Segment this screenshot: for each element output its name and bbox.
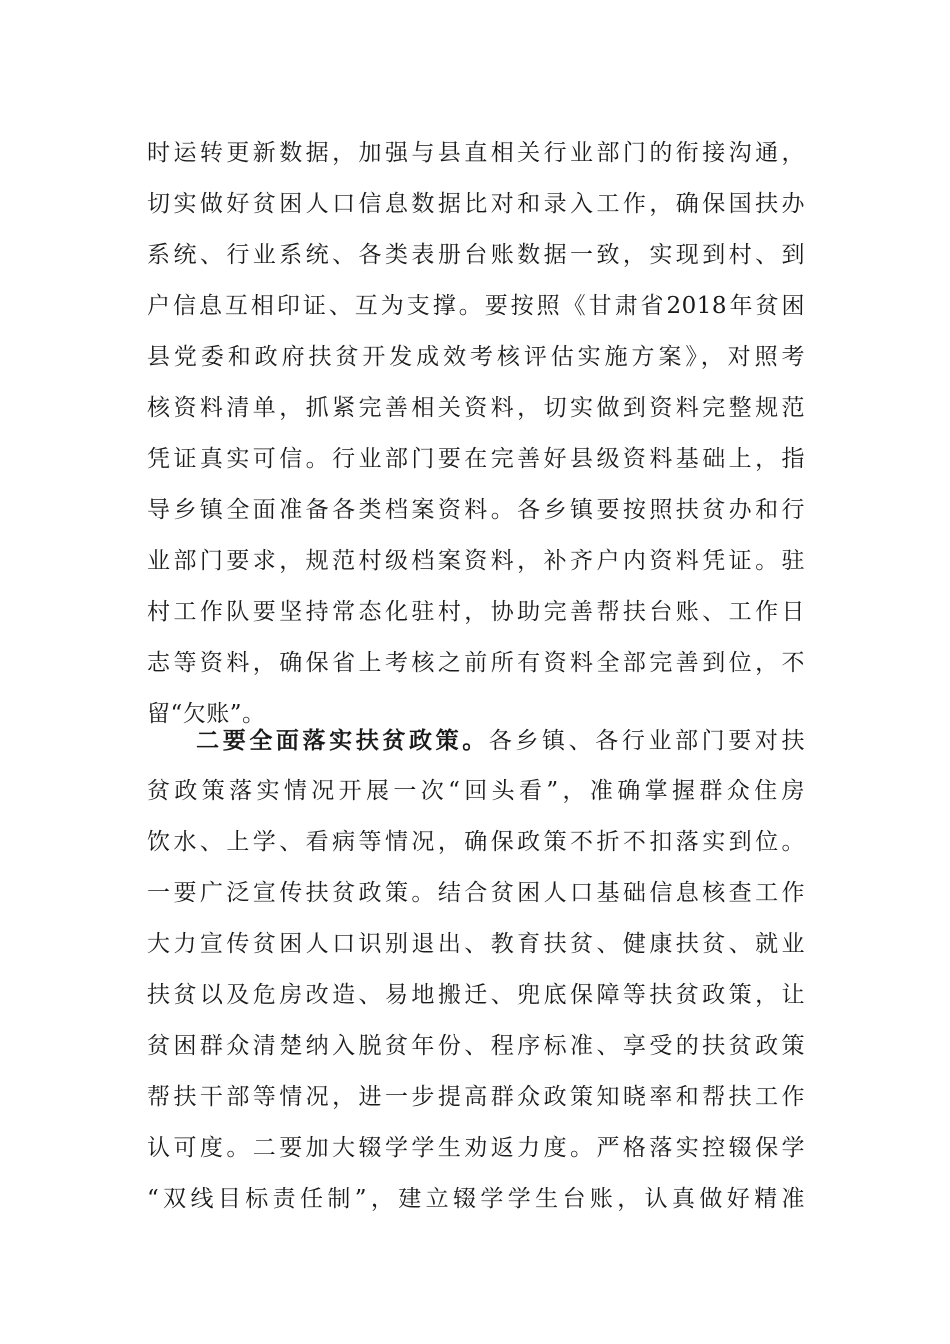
text-line: 业部门要求，规范村级档案资料，补齐户内资料凭证。驻 (147, 548, 805, 574)
text-line: 扶贫以及危房改造、易地搬迁、兜底保障等扶贫政策，让 (147, 982, 805, 1008)
text-line: 户信息互相印证、互为支撑。要按照《甘肃省2018年贫困 (147, 293, 805, 319)
section-heading: 二要全面落实扶贫政策。 (193, 727, 489, 754)
text-span: 各乡镇、各行业部门要对扶 (488, 728, 805, 754)
text-line: 县党委和政府扶贫开发成效考核评估实施方案》，对照考 (147, 344, 805, 370)
text-line: 贫政策落实情况开展一次“回头看”，准确掌握群众住房 (147, 778, 805, 804)
text-line: 切实做好贫困人口信息数据比对和录入工作，确保国扶办 (147, 191, 805, 217)
text-line: 贫困群众清楚纳入脱贫年份、程序标准、享受的扶贫政策 (147, 1033, 805, 1059)
text-line: 大力宣传贫困人口识别退出、教育扶贫、健康扶贫、就业 (147, 931, 805, 957)
text-line: 导乡镇全面准备各类档案资料。各乡镇要按照扶贫办和行 (147, 497, 805, 523)
text-line: 志等资料，确保省上考核之前所有资料全部完善到位，不 (147, 650, 805, 676)
text-line: 留“欠账”。 (147, 701, 266, 727)
text-line: 一要广泛宣传扶贫政策。结合贫困人口基础信息核查工作 (147, 880, 805, 906)
text-line: 饮水、上学、看病等情况，确保政策不折不扣落实到位。 (147, 829, 805, 855)
paragraph-1 (147, 128, 805, 740)
text-line: “双线目标责任制”，建立辍学学生台账，认真做好精准 (147, 1186, 805, 1212)
paragraph-2 (147, 715, 805, 1225)
text-line: 认可度。二要加大辍学学生劝返力度。严格落实控辍保学 (147, 1135, 805, 1161)
paragraph-2-first-line (147, 715, 805, 766)
text-line: 核资料清单，抓紧完善相关资料，切实做到资料完整规范 (147, 395, 805, 421)
text-line: 村工作队要坚持常态化驻村，协助完善帮扶台账、工作日 (147, 599, 805, 625)
text-line: 系统、行业系统、各类表册台账数据一致，实现到村、到 (147, 242, 805, 268)
text-line: 帮扶干部等情况，进一步提高群众政策知晓率和帮扶工作 (147, 1084, 805, 1110)
text-line: 凭证真实可信。行业部门要在完善好县级资料基础上，指 (147, 446, 805, 472)
text-line: 时运转更新数据，加强与县直相关行业部门的衔接沟通， (147, 140, 805, 166)
